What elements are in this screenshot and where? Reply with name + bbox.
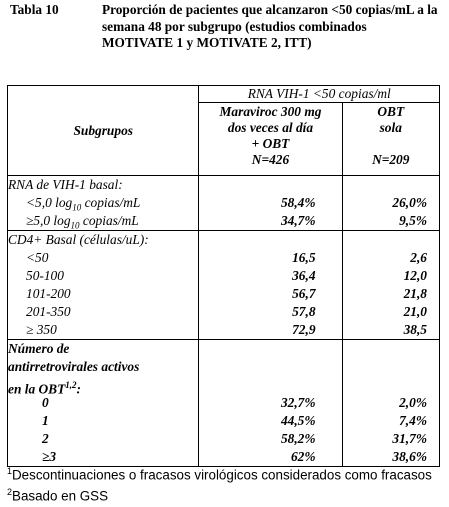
obt-header: OBT sola N=209 [342,103,439,176]
cell-value: 38,5 [403,322,427,337]
section-title: en la OBT$^{1,2}$: [8,380,82,397]
section-rna-labels [8,176,199,231]
section-arv-row [8,340,440,467]
table-number: Tabla 10 [10,2,59,17]
footnote-2: $^2$Basado en GSS [7,487,109,504]
table-title: Proporción de pacientes que alcanzaron <50 copias/mL a la semana 48 por subgrupo (estudios combinados MOTIVATE 1 y MOTIVATE 2, ITT) [102,2,438,50]
section-arv-labels [8,340,199,467]
cell-value: 21,8 [403,286,427,301]
row-label: ≥ 350 [26,322,57,337]
row-label: <5,0 $\log_{10}$ copias/mL [26,195,141,213]
row-label: 201-350 [26,304,71,319]
cell-value: 16,5 [292,250,316,265]
row-label: 101-200 [26,286,71,301]
row-label: <50 [26,250,49,265]
section-title: Número de [8,341,70,356]
cell-value: 2,6 [410,250,427,265]
section-title: antirretrovirales activos [8,359,140,374]
cell-value: 26,0% [392,195,427,210]
section-cd4-maraviroc [199,231,342,340]
results-table [7,85,440,467]
section-rna-maraviroc [199,176,342,231]
cell-value: 9,5% [399,213,427,228]
maraviroc-header: Maraviroc 300 mg dos veces al día + OBT N=426 [199,103,342,176]
cell-value: 12,0 [403,268,427,283]
cell-value: 32,7% [280,395,316,410]
cell-value: 72,9 [292,322,316,337]
cell-value: 34,7% [280,213,316,228]
cell-value: 57,8 [292,304,316,319]
header-row-1 [8,86,440,103]
section-title: CD4+ Basal (células/uL): [8,232,149,247]
section-arv-maraviroc [199,340,342,467]
section-cd4-obt [342,231,439,340]
section-cd4-row [8,231,440,340]
row-label: ≥3 [42,449,57,464]
cell-value: 58,4% [280,195,316,210]
section-title: RNA de VIH-1 basal: [8,177,123,192]
section-cd4-labels [8,231,199,340]
cell-value: 38,6% [392,449,427,464]
cell-value: 58,2% [280,431,316,446]
row-label: 0 [42,395,49,410]
row-label: 50-100 [26,268,64,283]
cell-value: 2,0% [399,395,427,410]
subgroups-header: Subgrupos [8,86,199,176]
row-label: 1 [42,413,49,428]
cell-value: 7,4% [399,413,427,428]
group-header: RNA VIH-1 <50 copias/ml [199,86,440,103]
section-rna-row [8,176,440,231]
cell-value: 44,5% [280,413,316,428]
cell-value: 56,7 [292,286,316,301]
cell-value: 21,0 [403,304,427,319]
row-label: 2 [42,431,49,446]
cell-value: 62% [290,449,316,464]
cell-value: 31,7% [392,431,427,446]
footnote-1: $^1$Descontinuaciones o fracasos virológicos considerados como fracasos [7,466,432,483]
row-label: ≥5,0 $\log_{10}$ copias/mL [26,213,139,231]
section-arv-obt [342,340,439,467]
section-rna-obt [342,176,439,231]
cell-value: 36,4 [292,268,316,283]
